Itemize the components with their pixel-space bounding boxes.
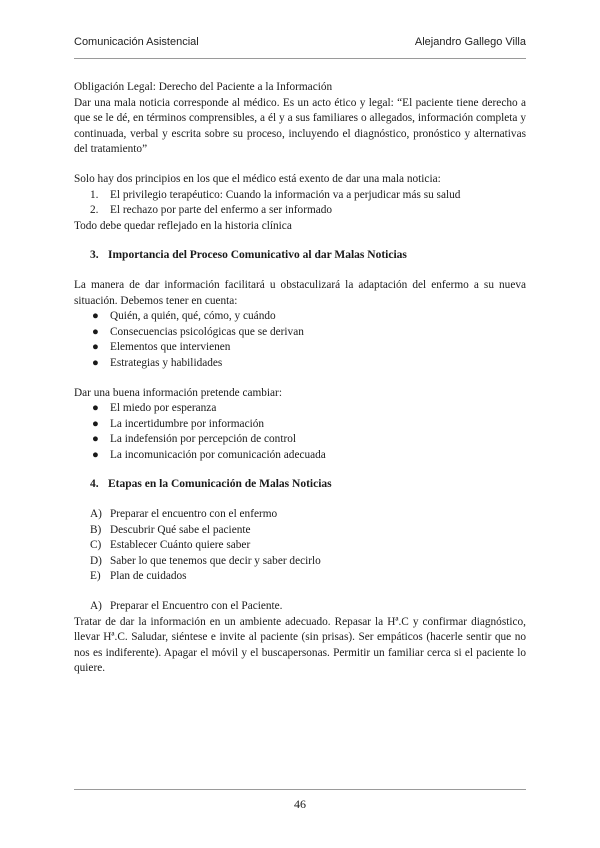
header-divider — [74, 58, 526, 59]
page-content — [74, 80, 526, 677]
intro-title: Obligación Legal: Derecho del Paciente a la Información — [74, 81, 333, 93]
list-item: A) Preparar el encuentro con el enfermo — [90, 508, 278, 521]
header-author: Alejandro Gallego Villa — [414, 36, 526, 48]
considerations-list — [74, 309, 526, 371]
list-item: ● La indefensión por percepción de control — [92, 433, 297, 446]
list-item: ● Quién, a quién, qué, cómo, y cuándo — [92, 310, 276, 323]
exempt-lead: Solo hay dos principios en los que el médico está exento de dar una mala noticia: — [74, 172, 441, 185]
section-3-heading: 3. Importancia del Proceso Comunicativo al dar Malas Noticias — [90, 249, 407, 262]
list-item: ● Elementos que intervienen — [92, 341, 231, 354]
header-left-title: Comunicación Asistencial — [74, 36, 199, 48]
footer-divider — [74, 789, 526, 790]
intro-paragraph: Dar una mala noticia corresponde al médico. Es un acto ético y legal: “El paciente tiene derecho a que se le dé, en términos comprensibles, a él y a sus familiares o allegados, información completa y continuada, verbal y escrita sobre su proceso, incluyendo el diagnóstico, pronóstico y alternativas del tratamiento” — [74, 96, 526, 156]
list-item: ● El miedo por esperanza — [92, 402, 217, 415]
subsection-paragraph: Tratar de dar la información en un ambiente adecuado. Repasar la Hª.C y confirmar diagnóstico, llevar Hª.C. Saludar, siéntese e invite al paciente (sin prisas). Ser empáticos (hacerle sentir que no nos es indiferente). Apagar el móvil y el buscapersonas. Permitir un familiar cerca si el paciente lo quiere. — [74, 615, 526, 675]
list-item: ● La incertidumbre por información — [92, 417, 265, 430]
subsection-title: A) Preparar el Encuentro con el Paciente. — [90, 600, 283, 613]
list-item: D) Saber lo que tenemos que decir y saber decirlo — [90, 554, 321, 567]
section-3-paragraph: La manera de dar información facilitará u obstaculizará la adaptación del enfermo a su nueva situación. Debemos tener en cuenta: — [74, 278, 526, 307]
list-item: ● Consecuencias psicológicas que se derivan — [92, 325, 304, 338]
change-lead: Dar una buena información pretende cambiar: — [74, 386, 282, 399]
list-item: 1. El privilegio terapéutico: Cuando la información va a perjudicar más su salud — [90, 188, 461, 201]
stages-list — [74, 507, 526, 585]
list-item: ● La incomunicación por comunicación adecuada — [92, 448, 326, 461]
page-header — [74, 36, 526, 48]
list-item: ● Estrategias y habilidades — [92, 356, 223, 369]
exempt-list — [74, 188, 526, 219]
section-4-heading: 4. Etapas en la Comunicación de Malas Noticias — [90, 478, 332, 491]
change-list — [74, 401, 526, 463]
record-note: Todo debe quedar reflejado en la historia clínica — [74, 219, 292, 232]
list-item: E) Plan de cuidados — [90, 570, 187, 583]
page-number: 46 — [294, 797, 306, 811]
list-item: B) Descubrir Qué sabe el paciente — [90, 523, 251, 536]
list-item: C) Establecer Cuánto quiere saber — [90, 539, 251, 552]
subsection-heading — [74, 599, 526, 615]
list-item: 2. El rechazo por parte del enfermo a ser informado — [90, 204, 333, 217]
